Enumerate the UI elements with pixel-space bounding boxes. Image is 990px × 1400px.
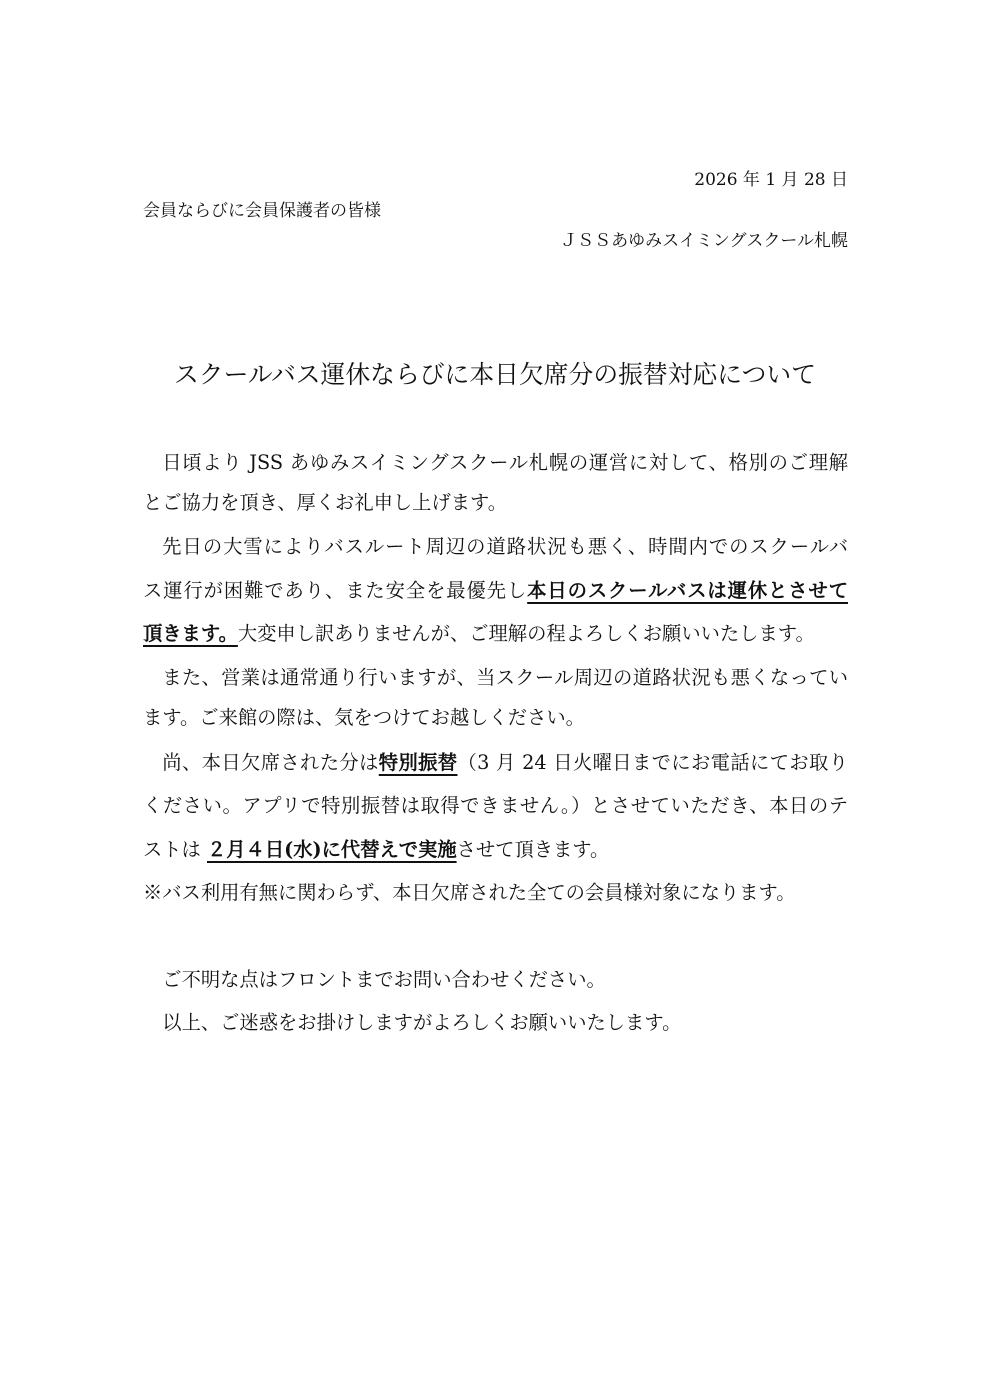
operations-line-2: ます。ご来館の際は、気をつけてお越しください。: [143, 706, 585, 729]
addressee: 会員ならびに会員保護者の皆様: [143, 201, 381, 221]
closing-line: 以上、ご迷惑をお掛けしますがよろしくお願いいたします。: [162, 1011, 682, 1034]
makeup-deadline: （3 月 24 日火曜日までにお電話にてお取り: [457, 751, 849, 774]
bus-suspension-emphasis-end: 頂きます。: [143, 622, 238, 645]
inquiry-line: ご不明な点はフロントまでお問い合わせください。: [162, 968, 606, 991]
makeup-line-2: ください。アプリで特別振替は取得できません。）とさせていただき、本日のテ: [143, 794, 848, 817]
bus-suspension-line-2: [143, 576, 848, 606]
issue-date: 2026 年 1 月 28 日: [694, 170, 848, 190]
operations-line-1: また、営業は通常通り行いますが、当スクール周辺の道路状況も悪くなってい: [162, 666, 848, 689]
bus-suspension-line-3: [143, 619, 848, 649]
eligibility-note: ※バス利用有無に関わらず、本日欠席された全ての会員様対象になります。: [143, 881, 796, 904]
document-title: スクールバス運休ならびに本日欠席分の振替対応について: [174, 360, 816, 389]
makeup-test-rest: させて頂きます。: [456, 838, 610, 861]
sender: ＪＳＳあゆみスイミングスクール札幌: [560, 231, 848, 251]
bus-suspension-apology: 大変申し訳ありませんが、ご理解の程よろしくお願いいたします。: [237, 622, 815, 645]
thanks-line-1: 日頃より JSS あゆみスイミングスクール札幌の運営に対して、格別のご理解: [162, 451, 848, 474]
makeup-line-1: [143, 748, 848, 778]
makeup-intro: 尚、本日欠席された分は: [162, 751, 379, 774]
test-date-emphasis: ２月４日(水)に代替えで実施: [206, 838, 457, 861]
bus-suspension-text: ス運行が困難であり、また安全を最優先し: [143, 579, 528, 602]
bus-suspension-emphasis: 本日のスクールバスは運休とさせて: [527, 579, 849, 602]
makeup-test-text: ストは: [143, 838, 207, 861]
thanks-line-2: とご協力を頂き、厚くお礼申し上げます。: [143, 491, 508, 514]
bus-suspension-line-1: 先日の大雪によりバスルート周辺の道路状況も悪く、時間内でのスクールバ: [162, 535, 848, 558]
makeup-line-3: [143, 835, 848, 865]
special-transfer-emphasis: 特別振替: [378, 751, 458, 774]
